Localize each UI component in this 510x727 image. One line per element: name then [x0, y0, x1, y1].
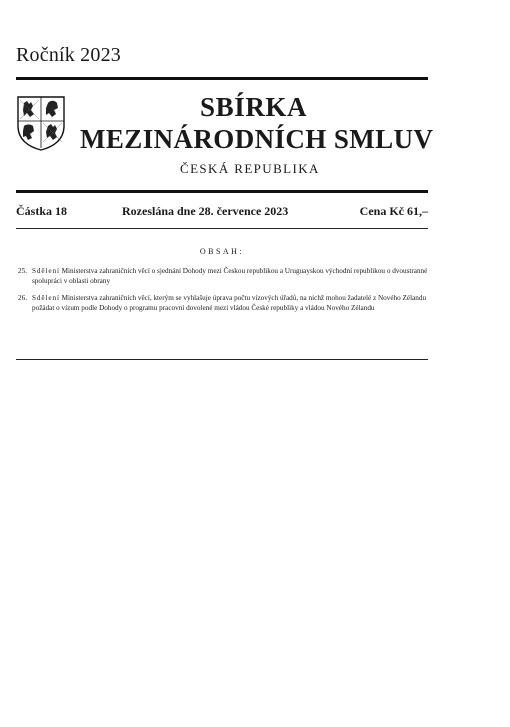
item-text — [32, 266, 428, 286]
czech-coat-of-arms-icon — [15, 94, 67, 152]
list-item — [18, 293, 428, 313]
list-item — [18, 266, 428, 286]
collection-title-line2: MEZINÁRODNÍCH SMLUV — [80, 124, 434, 154]
volume-label: Ročník 2023 — [16, 44, 121, 66]
item-lead: Sdělení — [32, 267, 60, 275]
item-body: Ministerstva zahraničních věcí o sjednání Dohody mezi Českou republikou a Uruguayskou východní republikou o dvoustranné spolupráci v oblasti obrany — [32, 267, 428, 285]
top-rule — [16, 77, 428, 80]
contents-heading: OBSAH: — [199, 247, 245, 256]
meta-rule — [16, 228, 428, 229]
contents-end-rule — [16, 359, 428, 360]
part-number: Částka 18 — [16, 204, 68, 218]
price: Cena Kč 61,– — [359, 204, 428, 218]
item-number: 25. — [18, 267, 27, 275]
item-body: Ministerstva zahraničních věcí, kterým se vyhlašuje úprava počtu vízových úřadů, na nichž mohou žadatelé z Nového Zélandu požádat o vízum podle Dohody o programu pracovní dovolené mezi vládou České republiky a vládou Nového Zélandu — [32, 294, 427, 312]
distribution-date: Rozeslána dne 28. července 2023 — [122, 204, 289, 218]
header-rule — [16, 190, 428, 193]
country-subtitle: ČESKÁ REPUBLIKA — [180, 161, 320, 176]
collection-title-line1: SBÍRKA — [200, 92, 308, 122]
item-text — [32, 293, 428, 313]
item-number: 26. — [18, 294, 27, 302]
item-lead: Sdělení — [32, 294, 60, 302]
